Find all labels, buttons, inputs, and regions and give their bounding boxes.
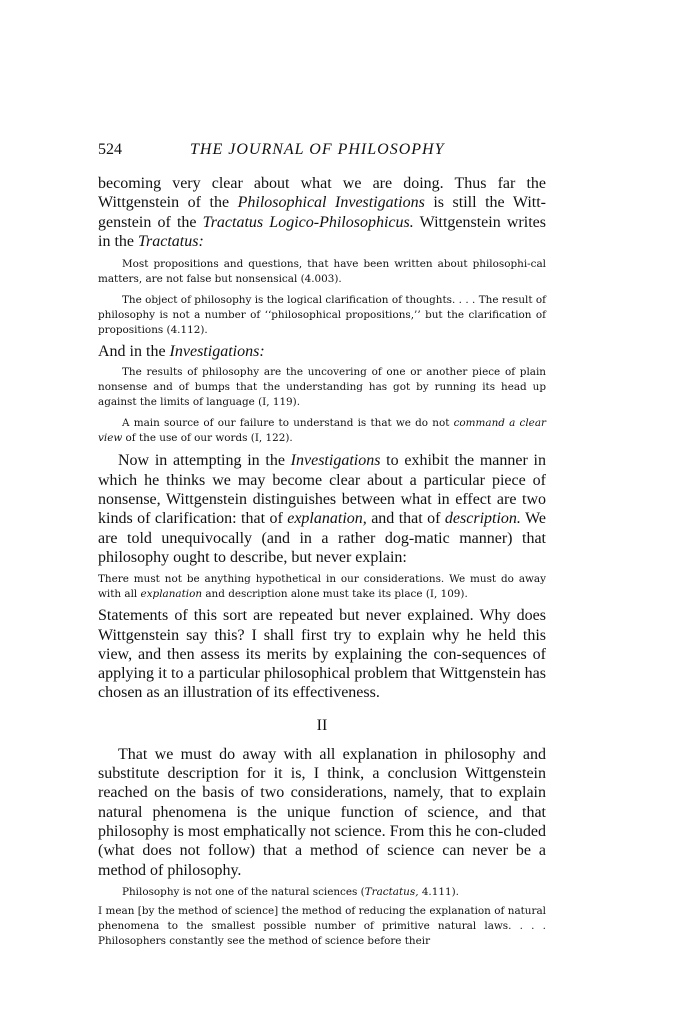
- paragraph-2: And in the Investigations:: [98, 343, 265, 361]
- section-heading: II: [316, 716, 328, 734]
- paragraph-3: Now in attempting in the Investigations to exhibit the manner in which he thinks we may become clear about a particular piece of nonsense, Wittgenstein distinguishes between what in effect are two kinds of clarification: that of explanation, and that of description. We are told unequivocally (and in a rather dog-matic manner) that philosophy ought to describe, but never explain:: [98, 452, 546, 566]
- journal-title: THE JOURNAL OF PHILOSOPHY: [190, 141, 445, 158]
- block-quote-3: The results of philosophy are the uncovering of one or another piece of plain nonsense and of bumps that the understanding has got by running its head up against the limits of language (I, 119).: [98, 366, 546, 409]
- paragraph-4: Statements of this sort are repeated but never explained. Why does Wittgenstein say this? I shall first try to explain why he held this view, and then assess its merits by explaining the con-sequences of applying it to a particular philosophical problem that Wittgenstein has chosen as an illustration of its effectiveness.: [98, 607, 546, 702]
- block-quote-5: There must not be anything hypothetical in our considerations. We must do away with all explanation and description alone must take its place (I, 109).: [98, 573, 546, 601]
- body-text: [98, 174, 546, 949]
- block-quote-7: I mean [by the method of science] the method of reducing the explanation of natural phenomena to the smallest possible number of primitive natural laws. . . . Philosophers constantly see the method of science before their: [98, 904, 546, 947]
- block-quote-2: The object of philosophy is the logical clarification of thoughts. . . . The result of philosophy is not a number of ‘‘philosophical propositions,’’ but the clarification of propositions (4.112).: [98, 294, 546, 337]
- paragraph-5: That we must do away with all explanation in philosophy and substitute description for it is, I think, a conclusion Wittgenstein reached on the basis of two considerations, namely, that to explain natural phenomena is the unique function of science, and that philosophy is most emphatically not science. From this he con-cluded (what does not follow) that a method of science can never be a method of philosophy.: [98, 745, 546, 879]
- page-number: 524: [98, 141, 122, 158]
- block-quote-6: Philosophy is not one of the natural sciences (Tractatus, 4.111).: [122, 885, 459, 898]
- paragraph-1: becoming very clear about what we are doing. Thus far the Wittgenstein of the Philosophical Investigations is still the Witt-genstein of the Tractatus Logico-Philosophicus. Wittgenstein writes in the Tractatus:: [98, 175, 546, 250]
- block-quote-4: A main source of our failure to understand is that we do not command a clear view of the use of our words (I, 122).: [98, 417, 546, 445]
- block-quote-1: Most propositions and questions, that have been written about philosophi-cal matters, are not false but nonsensical (4.003).: [98, 258, 546, 286]
